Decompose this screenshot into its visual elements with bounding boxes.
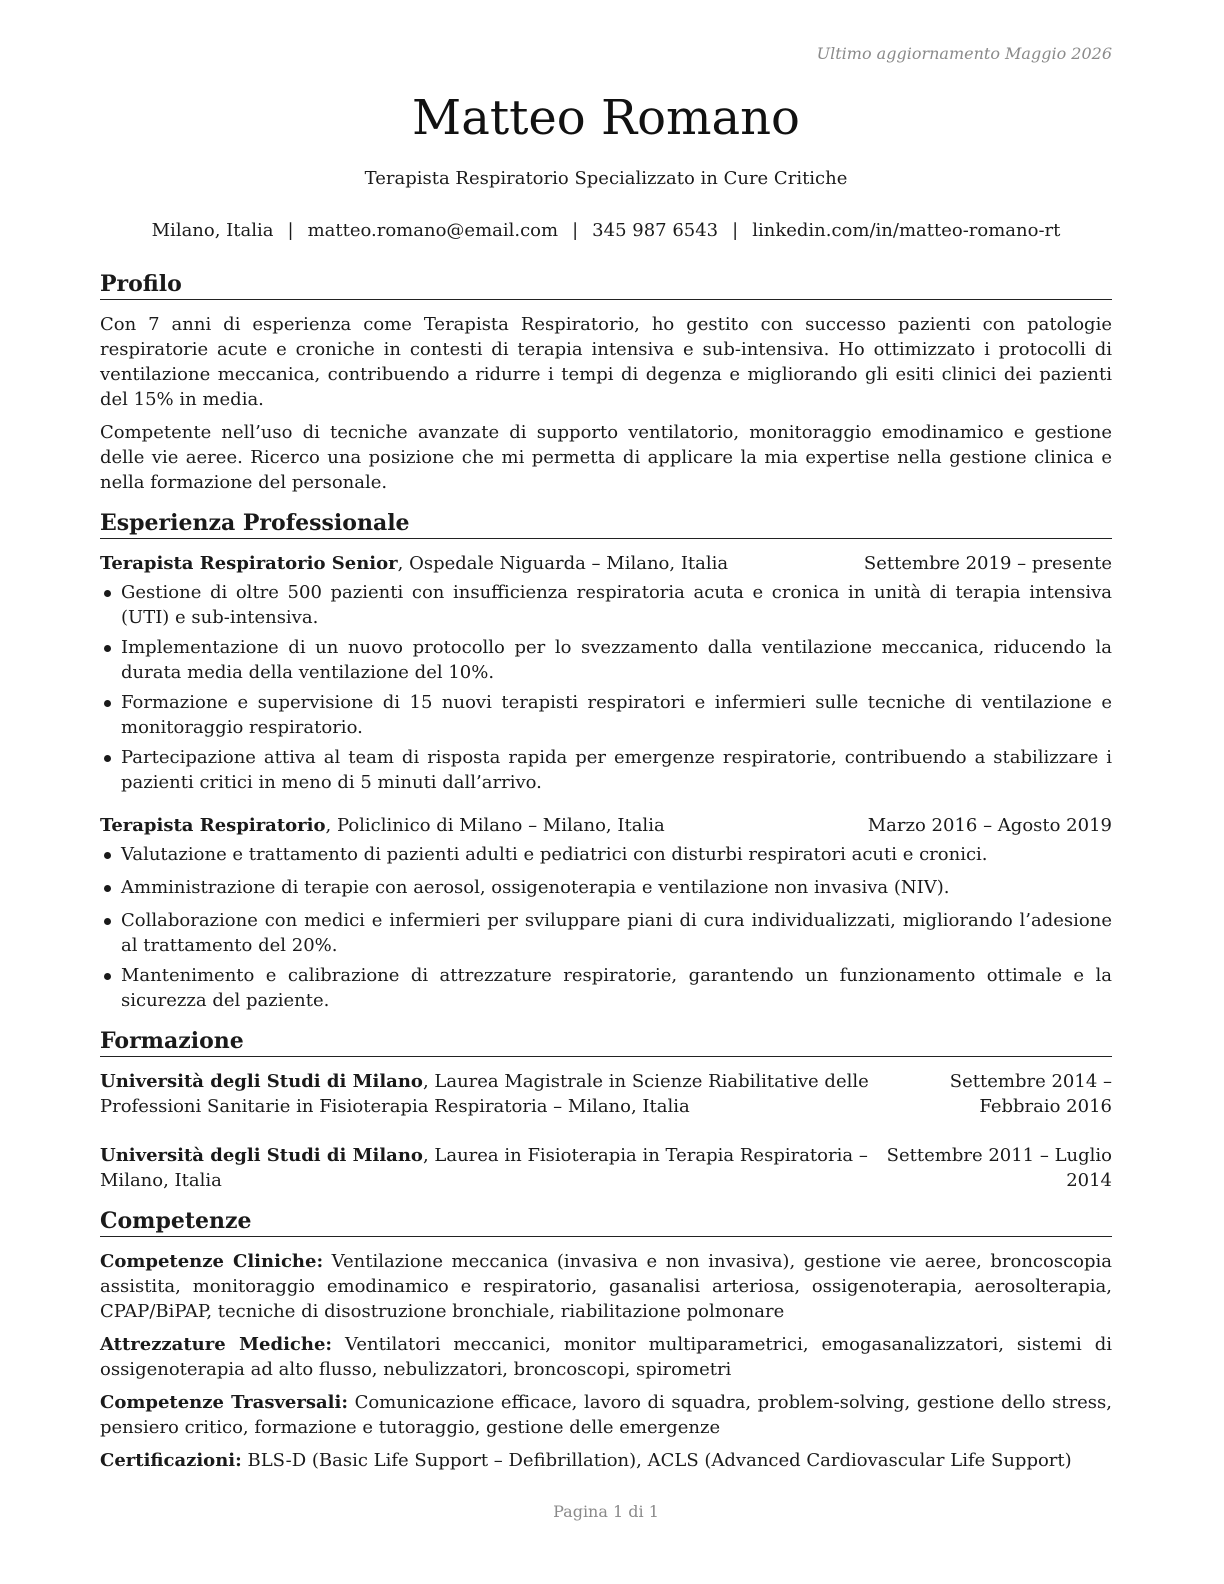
candidate-name: Matteo Romano [412, 90, 800, 146]
job-role: Terapista Respiratorio [100, 815, 326, 836]
list-item: Amministrazione di terapie con aerosol, ossigenoterapia e ventilazione non invasiva (NIV). [100, 875, 1112, 900]
job-employer: , Ospedale Niguarda – Milano, Italia [397, 553, 729, 574]
job-header [100, 813, 1112, 838]
job-header [100, 551, 1112, 576]
job-dates: Marzo 2016 – Agosto 2019 [867, 815, 1112, 836]
contact-location: Milano, Italia [151, 220, 274, 241]
education-entry [100, 1069, 1112, 1119]
education-school: Università degli Studi di Milano [100, 1145, 423, 1166]
skill-label: Attrezzature Mediche: [100, 1334, 333, 1355]
contact-phone[interactable]: 345 987 6543 [592, 220, 719, 241]
contact-separator: | [732, 220, 739, 241]
job-bullets [100, 842, 1112, 1013]
section-title-experience: Esperienza Professionale [100, 509, 1112, 539]
section-title-profile: Profilo [100, 270, 1112, 300]
job-dates: Settembre 2019 – presente [863, 553, 1112, 574]
skill-text: Ventilazione meccanica (invasiva e non invasiva), gestione vie aeree, broncoscopia assistita, monitoraggio emodinamico e respiratorio, gasanalisi arteriosa, ossigenoterapia, aerosolterapia, CPAP/BiPAP, tecniche di disostruzione bronchiale, riabilitazione polmonare [100, 1251, 1112, 1322]
contact-line [100, 218, 1112, 244]
job-bullets [100, 580, 1112, 795]
skill-text: Ventilatori meccanici, monitor multiparametrici, emogasanalizzatori, sistemi di ossigenoterapia ad alto flusso, nebulizzatori, broncoscopi, spirometri [100, 1334, 1112, 1380]
skill-group [100, 1249, 1112, 1324]
skill-group [100, 1332, 1112, 1382]
skill-label: Competenze Trasversali: [100, 1392, 348, 1413]
list-item: Gestione di oltre 500 pazienti con insufficienza respiratoria acuta e cronica in unità di terapia intensiva (UTI) e sub-intensiva. [100, 580, 1112, 630]
resume-content [100, 270, 1112, 1481]
section-title-education: Formazione [100, 1027, 1112, 1057]
contact-linkedin[interactable]: linkedin.com/in/matteo-romano-rt [752, 220, 1061, 241]
education-dates: Settembre 2014 – Febbraio 2016 [949, 1071, 1112, 1117]
job-role: Terapista Respiratorio Senior [100, 553, 398, 574]
skill-label: Competenze Cliniche: [100, 1251, 324, 1272]
contact-email[interactable]: matteo.romano@email.com [307, 220, 559, 241]
profile-paragraph: Competente nell’uso di tecniche avanzate di supporto ventilatorio, monitoraggio emodinamico e gestione delle vie aeree. Ricerco una posizione che mi permetta di applicare la mia expertise nella gestione clinica e nella formazione del personale. [100, 422, 1112, 493]
last-updated: Ultimo aggiornamento Maggio 2026 [816, 44, 1112, 63]
list-item: Mantenimento e calibrazione di attrezzature respiratorie, garantendo un funzionamento ottimale e la sicurezza del paziente. [100, 963, 1112, 1013]
list-item: Formazione e supervisione di 15 nuovi terapisti respiratori e infermieri sulle tecniche di ventilazione e monitoraggio respiratorio. [100, 690, 1112, 740]
section-title-skills: Competenze [100, 1207, 1112, 1237]
contact-separator: | [287, 220, 294, 241]
page-number: Pagina 1 di 1 [553, 1502, 659, 1521]
job-title-line [100, 551, 728, 576]
list-item: Valutazione e trattamento di pazienti adulti e pediatrici con disturbi respiratori acuti e cronici. [100, 842, 1112, 867]
skill-text: Comunicazione efficace, lavoro di squadra, problem-solving, gestione dello stress, pensiero critico, formazione e tutoraggio, gestione delle emergenze [100, 1392, 1112, 1438]
contact-separator: | [572, 220, 579, 241]
skill-text: BLS-D (Basic Life Support – Defibrillation), ACLS (Advanced Cardiovascular Life Support) [241, 1450, 1072, 1471]
section-education [100, 1027, 1112, 1193]
list-item: Partecipazione attiva al team di risposta rapida per emergenze respiratorie, contribuendo a stabilizzare i pazienti critici in meno di 5 minuti dall’arrivo. [100, 745, 1112, 795]
resume-page [100, 0, 1112, 1584]
section-skills [100, 1207, 1112, 1473]
list-item: Implementazione di un nuovo protocollo per lo svezzamento dalla ventilazione meccanica, riducendo la durata media della ventilazione del 10%. [100, 635, 1112, 685]
section-profile [100, 270, 1112, 495]
education-detail: , Laurea Magistrale in Scienze Riabilitative delle Professioni Sanitarie in Fisioterapia Respiratoria – Milano, Italia [100, 1071, 869, 1117]
education-detail: , Laurea in Fisioterapia in Terapia Respiratoria – Milano, Italia [100, 1145, 868, 1191]
candidate-title: Terapista Respiratorio Specializzato in Cure Critiche [364, 168, 848, 189]
section-experience [100, 509, 1112, 1013]
job-entry [100, 813, 1112, 1013]
job-entry [100, 551, 1112, 795]
education-entry [100, 1143, 1112, 1193]
list-item: Collaborazione con medici e infermieri per sviluppare piani di cura individualizzati, migliorando l’adesione al trattamento del 20%. [100, 908, 1112, 958]
skill-group [100, 1448, 1112, 1473]
education-school: Università degli Studi di Milano [100, 1071, 423, 1092]
job-title-line [100, 813, 665, 838]
skill-group [100, 1390, 1112, 1440]
skill-label: Certificazioni: [100, 1450, 242, 1471]
education-degree [100, 1069, 878, 1119]
job-employer: , Policlinico di Milano – Milano, Italia [325, 815, 665, 836]
education-dates: Settembre 2011 – Luglio 2014 [886, 1145, 1112, 1191]
education-degree [100, 1143, 878, 1193]
profile-paragraph: Con 7 anni di esperienza come Terapista Respiratorio, ho gestito con successo pazienti con patologie respiratorie acute e croniche in contesti di terapia intensiva e sub-intensiva. Ho ottimizzato i protocolli di ventilazione meccanica, contribuendo a ridurre i tempi di degenza e migliorando gli esiti clinici dei pazienti del 15% in media. [100, 314, 1112, 410]
